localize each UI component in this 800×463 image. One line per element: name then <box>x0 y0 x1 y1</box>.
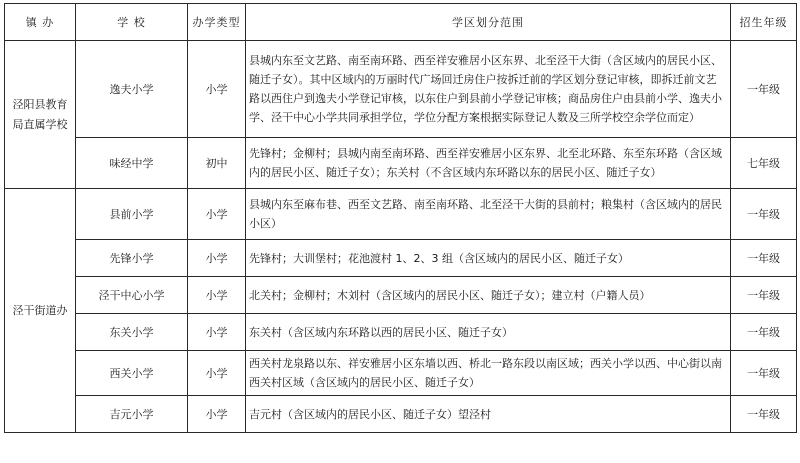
school-cell: 先锋小学 <box>76 240 188 277</box>
header-scope: 学区划分范围 <box>246 4 731 41</box>
table-row <box>5 240 797 277</box>
type-cell: 小学 <box>188 351 246 396</box>
school-cell: 东关小学 <box>76 314 188 351</box>
grade-cell: 一年级 <box>731 314 797 351</box>
table-row <box>5 396 797 433</box>
type-cell: 小学 <box>188 189 246 240</box>
scope-cell: 县城内东至文艺路、南至南环路、西至祥安雅居小区东界、北至泾干大街（含区域内的居民小区、随迁子女）。其中区域内的万丽时代广场回迁房住户按拆迁前的学区划分登记审核，即拆迁前文艺路以西住户到逸夫小学登记审核，以东住户到县前小学登记审核；商品房住户由县前小学、逸夫小学、泾干中心小学共同承担学位，学位分配方案根据实际登记人数及三所学校空余学位而定） <box>246 41 731 138</box>
scope-cell: 县城内东至麻布巷、西至文艺路、南至南环路、北至泾干大街的县前村；粮集村（含区域内的居民小区） <box>246 189 731 240</box>
scope-cell: 东关村（含区域内东环路以西的居民小区、随迁子女） <box>246 314 731 351</box>
scope-cell: 西关村龙泉路以东、祥安雅居小区东墙以西、桥北一路东段以南区域；西关小学以西、中心街以南西关村区域（含区域内的居民小区、随迁子女） <box>246 351 731 396</box>
school-cell: 县前小学 <box>76 189 188 240</box>
town-cell: 泾阳县教育局直属学校 <box>5 41 76 189</box>
table-row <box>5 189 797 240</box>
grade-cell: 一年级 <box>731 396 797 433</box>
grade-cell: 七年级 <box>731 138 797 189</box>
grade-cell: 一年级 <box>731 240 797 277</box>
grade-cell: 一年级 <box>731 189 797 240</box>
grade-cell: 一年级 <box>731 277 797 314</box>
type-cell: 小学 <box>188 396 246 433</box>
table-row <box>5 41 797 138</box>
scope-cell: 先锋村；金柳村；县城内南至南环路、西至祥安雅居小区东界、北至北环路、东至东环路（含区域内的居民小区、随迁子女）；东关村（不含区域内东环路以东的居民小区、随迁子女） <box>246 138 731 189</box>
header-type: 办学类型 <box>188 4 246 41</box>
school-cell: 逸夫小学 <box>76 41 188 138</box>
type-cell: 小学 <box>188 41 246 138</box>
header-row <box>5 4 797 41</box>
scope-cell: 北关村；金柳村；木刘村（含区域内的居民小区、随迁子女）；建立村（户籍人员） <box>246 277 731 314</box>
type-cell: 小学 <box>188 314 246 351</box>
grade-cell: 一年级 <box>731 41 797 138</box>
school-cell: 西关小学 <box>76 351 188 396</box>
school-district-table <box>4 3 797 433</box>
header-town: 镇 办 <box>5 4 76 41</box>
header-grade: 招生年级 <box>731 4 797 41</box>
scope-cell: 吉元村（含区域内的居民小区、随迁子女）望泾村 <box>246 396 731 433</box>
school-cell: 吉元小学 <box>76 396 188 433</box>
header-school: 学 校 <box>76 4 188 41</box>
table-row <box>5 314 797 351</box>
table-row <box>5 138 797 189</box>
school-cell: 泾干中心小学 <box>76 277 188 314</box>
grade-cell: 一年级 <box>731 351 797 396</box>
type-cell: 小学 <box>188 277 246 314</box>
scope-cell: 先锋村；大训堡村；花池渡村 1、2、3 组（含区域内的居民小区、随迁子女） <box>246 240 731 277</box>
town-cell: 泾干街道办 <box>5 189 76 433</box>
type-cell: 初中 <box>188 138 246 189</box>
table-row <box>5 351 797 396</box>
type-cell: 小学 <box>188 240 246 277</box>
table-row <box>5 277 797 314</box>
school-cell: 味经中学 <box>76 138 188 189</box>
